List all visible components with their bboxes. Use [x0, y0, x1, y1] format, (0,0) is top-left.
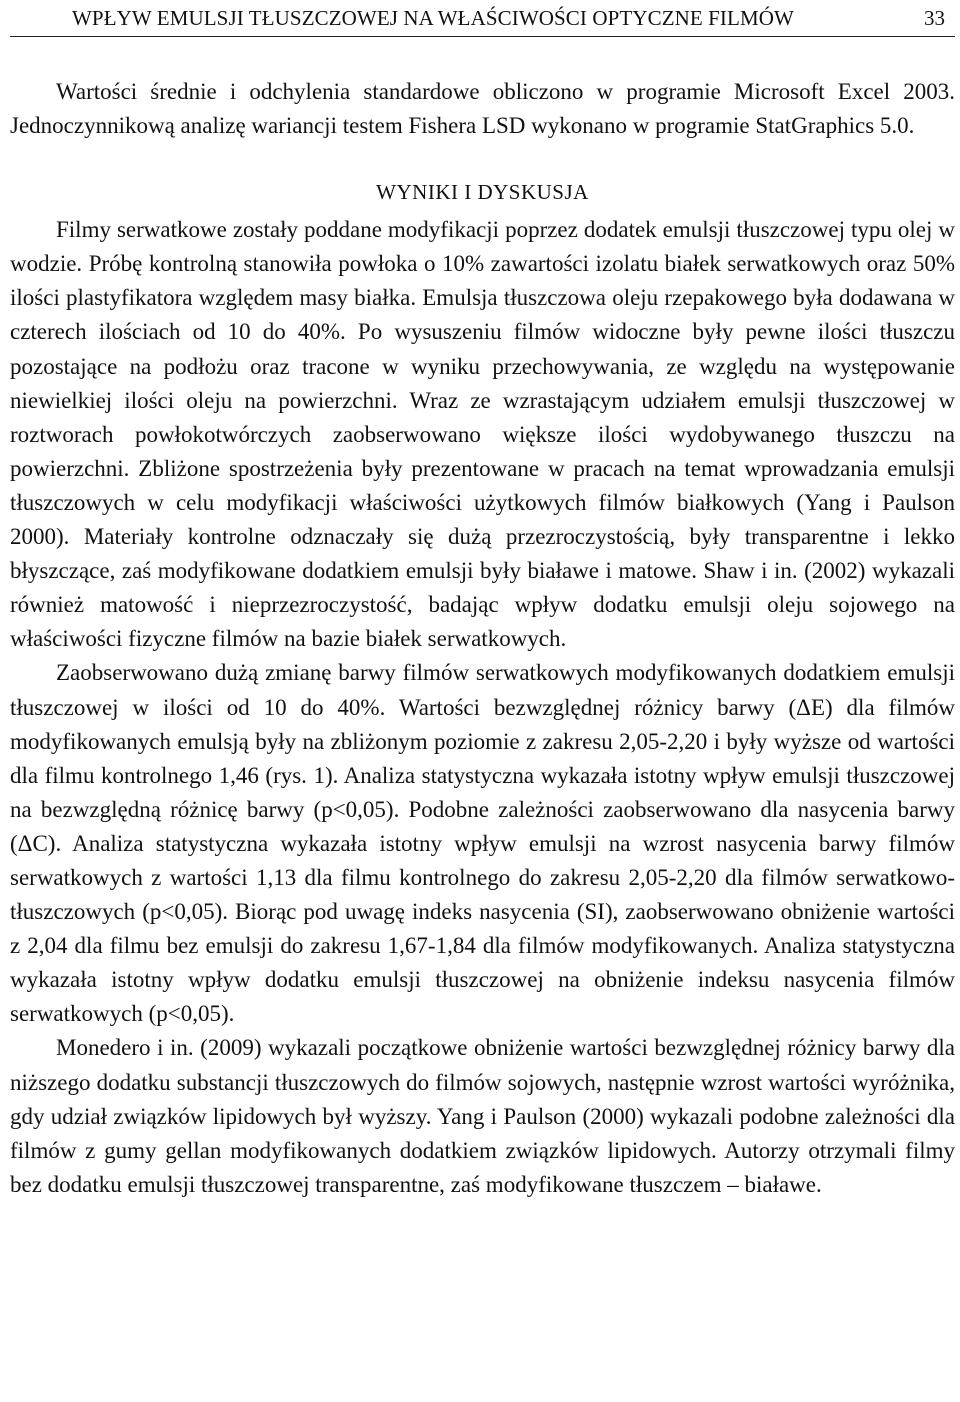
body-text — [10, 75, 955, 1202]
results-paragraph-2: Zaobserwowano dużą zmianę barwy filmów serwatkowych modyfikowanych dodatkiem emulsji tłuszczowej w ilości od 10 do 40%. Wartości bezwzględnej różnicy barwy (ΔE) dla filmów modyfikowanych emulsją były na zbliżonym poziomie z zakresu 2,05-2,20 i były wyższe od wartości dla filmu kontrolnego 1,46 (rys. 1). Analiza statystyczna wykazała istotny wpływ emulsji tłuszczowej na bezwzględną różnicę barwy (p<0,05). Podobne zależności zaobserwowano dla nasycenia barwy (ΔC). Analiza statystyczna wykazała istotny wpływ emulsji na wzrost nasycenia barwy filmów serwatkowych z wartości 1,13 dla filmu kontrolnego do zakresu 2,05-2,20 dla filmów serwatkowo-tłuszczowych (p<0,05). Biorąc pod uwagę indeks nasycenia (SI), zaobserwowano obniżenie wartości z 2,04 dla filmu bez emulsji do zakresu 1,67-1,84 dla filmów modyfikowanych. Analiza statystyczna wykazała istotny wpływ dodatku emulsji tłuszczowej na obniżenie indeksu nasycenia filmów serwatkowych (p<0,05). — [10, 660, 955, 1027]
page-number: 33 — [924, 6, 945, 30]
section-heading: WYNIKI I DYSKUSJA — [376, 180, 589, 205]
results-paragraph-3: Monedero i in. (2009) wykazali początkowe obniżenie wartości bezwzględnej różnicy barwy dla niższego dodatku substancji tłuszczowych do filmów sojowych, następnie wzrost wartości wyróżnika, gdy udział związków lipidowych był wyższy. Yang i Paulson (2000) wykazali podobne zależności dla filmów z gumy gellan modyfikowanych dodatkiem związków lipidowych. Autorzy otrzymali filmy bez dodatku emulsji tłuszczowej transparentne, zaś modyfikowane tłuszczem – białawe. — [10, 1035, 955, 1197]
document-page — [10, 0, 955, 1202]
results-paragraph-1: Filmy serwatkowe zostały poddane modyfikacji poprzez dodatek emulsji tłuszczowej typu olej w wodzie. Próbę kontrolną stanowiła powłoka o 10% zawartości izolatu białek serwatkowych oraz 50% ilości plastyfikatora względem masy białka. Emulsja tłuszczowa oleju rzepakowego była dodawana w czterech ilościach od 10 do 40%. Po wysuszeniu filmów widoczne były pewne ilości tłuszczu pozostające na podłożu oraz tracone w wyniku przechowywania, ze względu na występowanie niewielkiej ilości oleju na powierzchni. Wraz ze wzrastającym udziałem emulsji tłuszczowej w roztworach powłokotwórczych zaobserwowano większe ilości wydobywanego tłuszczu na powierzchni. Zbliżone spostrzeżenia były prezentowane w pracach na temat wprowadzania emulsji tłuszczowych w celu modyfikacji właściwości użytkowych filmów białkowych (Yang i Paulson 2000). Materiały kontrolne odznaczały się dużą przezroczystością, były transparentne i lekko błyszczące, zaś modyfikowane dodatkiem emulsji były białawe i matowe. Shaw i in. (2002) wykazali również matowość i nieprzezroczystość, badając wpływ dodatku emulsji oleju sojowego na właściwości fizyczne filmów na bazie białek serwatkowych. — [10, 217, 955, 652]
running-title: WPŁYW EMULSJI TŁUSZCZOWEJ NA WŁAŚCIWOŚCI OPTYCZNE FILMÓW — [72, 6, 794, 30]
running-header — [10, 0, 955, 37]
methods-paragraph: Wartości średnie i odchylenia standardowe obliczono w programie Microsoft Excel 2003. Jednoczynnikową analizę wariancji testem Fishera LSD wykonano w programie StatGraphics 5.0. — [10, 79, 955, 139]
